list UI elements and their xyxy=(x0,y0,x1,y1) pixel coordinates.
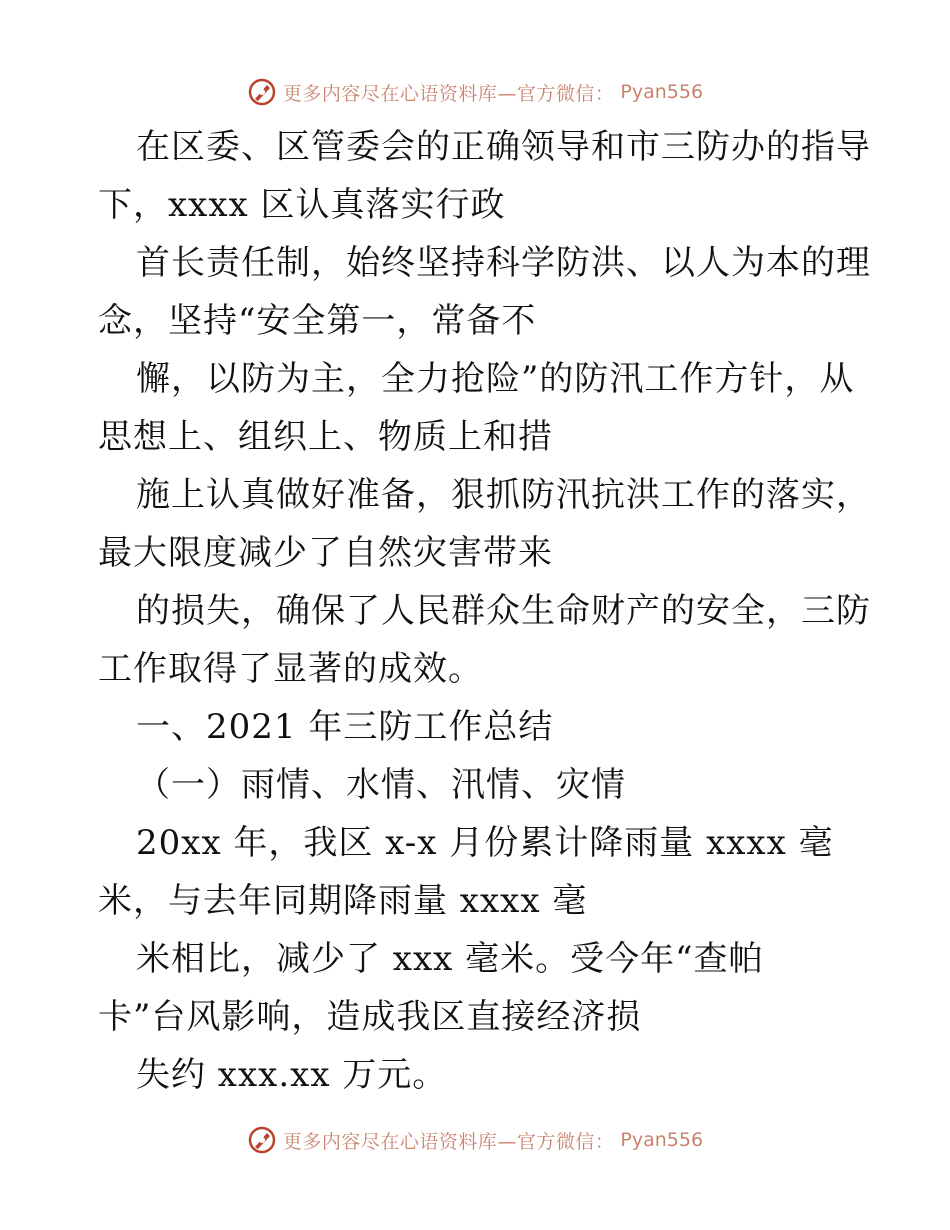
document-body xyxy=(98,118,878,1104)
text-line: 20xx 年，我区 x-x 月份累计降雨量 xxxx 毫 xyxy=(136,823,834,863)
text-line: 卡”台风影响，造成我区直接经济损 xyxy=(98,997,642,1037)
pen-circle-icon xyxy=(247,1125,277,1155)
section-heading: 一、2021 年三防工作总结 xyxy=(136,707,554,747)
text-line: 首长责任制，始终坚持科学防洪、以人为本的理 xyxy=(136,243,871,283)
text-line: 米，与去年同期降雨量 xxxx 毫 xyxy=(98,881,588,921)
footer-watermark xyxy=(0,1120,950,1160)
subsection-heading: （一）雨情、水情、汛情、灾情 xyxy=(136,765,626,805)
pen-circle-icon xyxy=(247,77,277,107)
watermark-handle: Pyan556 xyxy=(620,81,704,103)
text-line: 工作取得了显著的成效。 xyxy=(98,649,483,689)
header-watermark xyxy=(0,72,950,112)
watermark-handle: Pyan556 xyxy=(620,1129,704,1151)
text-line: 下，xxxx 区认真落实行政 xyxy=(98,185,506,225)
watermark-text: 更多内容尽在心语资料库—官方微信： xyxy=(282,1130,615,1153)
text-line: 米相比，减少了 xxx 毫米。受今年“查帕 xyxy=(136,939,764,979)
text-line: 思想上、组织上、物质上和措 xyxy=(98,417,553,457)
text-line: 的损失，确保了人民群众生命财产的安全，三防 xyxy=(136,591,871,631)
text-line: 失约 xxx.xx 万元。 xyxy=(136,1055,448,1095)
text-line: 最大限度减少了自然灾害带来 xyxy=(98,533,553,573)
text-line: 懈，以防为主，全力抢险”的防汛工作方针，从 xyxy=(136,359,855,399)
text-line: 念，坚持“安全第一，常备不 xyxy=(98,301,537,341)
text-line: 在区委、区管委会的正确领导和市三防办的指导 xyxy=(136,127,871,167)
watermark-text: 更多内容尽在心语资料库—官方微信： xyxy=(282,82,615,105)
text-line: 施上认真做好准备，狠抓防汛抗洪工作的落实， xyxy=(136,475,871,515)
